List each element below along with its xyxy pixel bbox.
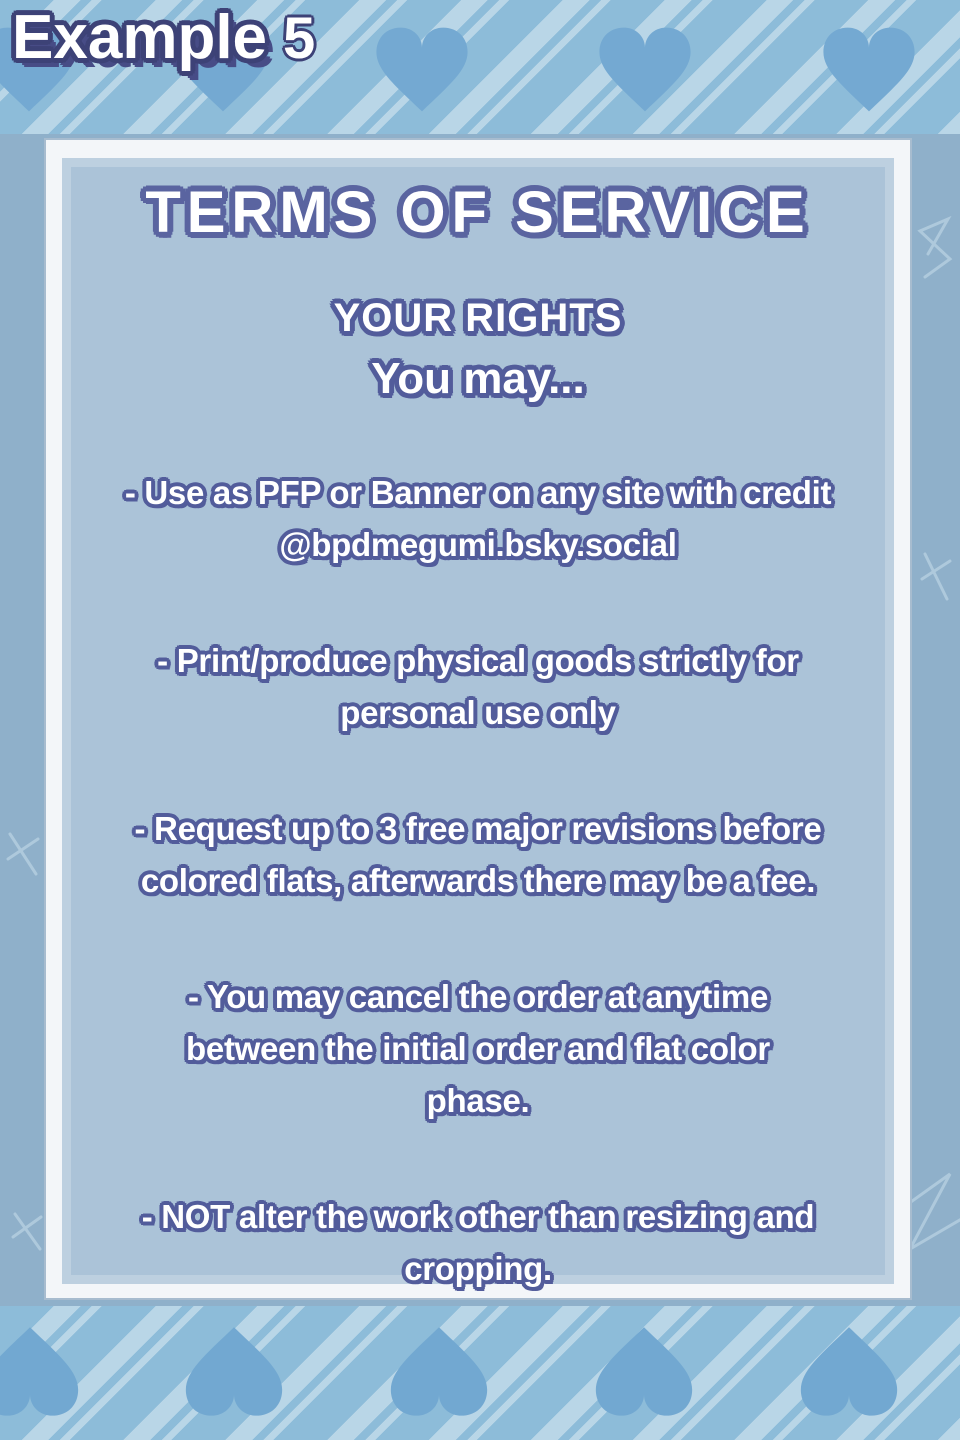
rights-item-line: - You may cancel the order at anytime xyxy=(187,978,769,1016)
rights-item xyxy=(63,1191,893,1295)
rights-item xyxy=(63,803,893,907)
example-label: Example xyxy=(12,3,268,72)
rights-item-line: personal use only xyxy=(340,694,616,732)
rights-item-line: between the initial order and flat color xyxy=(186,1030,770,1068)
section-subheading: You may... xyxy=(371,354,585,403)
section-heading: YOUR RIGHTS xyxy=(333,296,623,340)
heart-icon xyxy=(586,1316,702,1428)
page-title: TERMS OF SERVICE xyxy=(145,180,811,245)
rights-item xyxy=(63,635,893,739)
heart-icon xyxy=(592,16,698,122)
rights-item-line: colored flats, afterwards there may be a fee. xyxy=(140,862,816,900)
rights-item-line: @bpdmegumi.bsky.social xyxy=(279,526,677,564)
heart-icon xyxy=(176,1316,292,1428)
bottom-heart-band xyxy=(0,1306,960,1440)
rights-item xyxy=(63,467,893,571)
heart-icon xyxy=(816,16,922,122)
tos-card xyxy=(44,138,912,1300)
rights-item-line: cropping. xyxy=(404,1250,552,1288)
poster-body-area xyxy=(0,134,960,1306)
rights-item xyxy=(63,971,893,1127)
example-number: 5 xyxy=(283,6,316,71)
example-tag xyxy=(12,2,315,73)
tos-panel xyxy=(62,158,894,1288)
heart-icon xyxy=(0,1316,88,1428)
rights-item-line: - NOT alter the work other than resizing and xyxy=(141,1198,815,1236)
rights-item-line: - Request up to 3 free major revisions before xyxy=(134,810,822,848)
heart-icon xyxy=(791,1316,907,1428)
rights-item-line: - Print/produce physical goods strictly for xyxy=(157,642,799,680)
heart-icon xyxy=(381,1316,497,1428)
heart-icon xyxy=(369,16,475,122)
rights-item-line: - Use as PFP or Banner on any site with credit xyxy=(124,474,832,512)
rights-item-line: phase. xyxy=(426,1082,530,1120)
